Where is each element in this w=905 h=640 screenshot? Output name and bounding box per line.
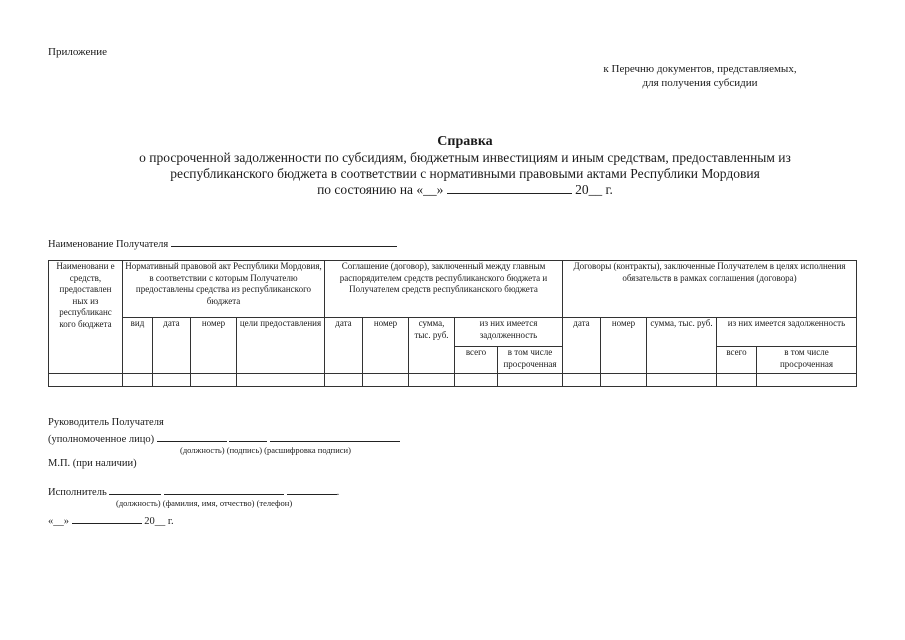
header-agreement-debt-total: всего bbox=[455, 347, 498, 374]
table-cell[interactable] bbox=[409, 374, 455, 387]
executor-label: Исполнитель bbox=[48, 487, 107, 498]
header-npa-type: вид bbox=[123, 318, 153, 374]
table-cell[interactable] bbox=[647, 374, 717, 387]
as-of-prefix: по состоянию на «__» bbox=[317, 182, 447, 197]
header-agreement-debt-overdue: в том числе просроченная bbox=[498, 347, 563, 374]
table-row bbox=[49, 374, 857, 387]
header-npa-purpose: цели предоставления bbox=[237, 318, 325, 374]
header-agreement-debt: из них имеется задолженность bbox=[455, 318, 563, 347]
table-cell[interactable] bbox=[191, 374, 237, 387]
head-label-line-2 bbox=[48, 431, 400, 445]
table-cell[interactable] bbox=[153, 374, 191, 387]
reference-line-2: для получения субсидии bbox=[642, 77, 758, 89]
as-of-date-blank[interactable] bbox=[447, 183, 572, 194]
header-npa-date: дата bbox=[153, 318, 191, 374]
document-title bbox=[40, 134, 890, 198]
table-cell[interactable] bbox=[601, 374, 647, 387]
table-cell[interactable] bbox=[455, 374, 498, 387]
header-agreement-sum: сумма, тыс. руб. bbox=[409, 318, 455, 374]
header-contracts-date: дата bbox=[563, 318, 601, 374]
header-contracts-debt-overdue: в том числе просроченная bbox=[757, 347, 857, 374]
table-cell[interactable] bbox=[757, 374, 857, 387]
sign-date-row bbox=[48, 513, 174, 527]
table-cell[interactable] bbox=[363, 374, 409, 387]
executor-phone-blank[interactable] bbox=[287, 484, 337, 495]
table-cell[interactable] bbox=[717, 374, 757, 387]
reference-note bbox=[560, 62, 840, 90]
head-caption: (должность) (подпись) (расшифровка подписи) bbox=[180, 445, 351, 455]
header-contracts-sum: сумма, тыс. руб. bbox=[647, 318, 717, 374]
sign-date-prefix: «__» bbox=[48, 516, 72, 527]
table-cell[interactable] bbox=[237, 374, 325, 387]
header-agreement-number: номер bbox=[363, 318, 409, 374]
header-npa-number: номер bbox=[191, 318, 237, 374]
header-contracts-debt-total: всего bbox=[717, 347, 757, 374]
header-contracts-group: Договоры (контракты), заключенные Получателем в целях исполнения обязательств в рамках соглашения (договора) bbox=[563, 261, 857, 318]
title-line-1: о просроченной задолженности по субсидиям, бюджетным инвестициям и иным средствам, предоставленным из bbox=[139, 150, 791, 165]
header-npa-group: Нормативный правовой акт Республики Мордовия, в соответствии с которым Получателю предоставлены средства из республиканского бюджета bbox=[123, 261, 325, 318]
title-line-2: республиканского бюджета в соответствии с нормативными правовыми актами Республики Мордовия bbox=[170, 166, 760, 181]
sign-date-suffix: 20__ г. bbox=[141, 516, 174, 527]
appendix-label: Приложение bbox=[48, 46, 108, 58]
table-cell[interactable] bbox=[498, 374, 563, 387]
head-name-blank[interactable] bbox=[270, 431, 400, 442]
table-cell[interactable] bbox=[49, 374, 123, 387]
reference-line-1: к Перечню документов, представляемых, bbox=[603, 63, 797, 75]
recipient-name-blank[interactable] bbox=[171, 236, 397, 247]
recipient-row bbox=[48, 236, 397, 250]
executor-caption: (должность) (фамилия, имя, отчество) (телефон) bbox=[116, 498, 293, 508]
title-heading: Справка bbox=[437, 134, 493, 149]
table-cell[interactable] bbox=[563, 374, 601, 387]
sign-date-blank[interactable] bbox=[72, 513, 142, 524]
header-contracts-number: номер bbox=[601, 318, 647, 374]
executor-position-blank[interactable] bbox=[109, 484, 161, 495]
title-line-3 bbox=[40, 182, 890, 198]
executor-row: Исполнитель . bbox=[48, 484, 339, 498]
as-of-year: 20__ г. bbox=[571, 182, 613, 197]
header-funds-name: Наименовани е средств, предоставлен ных из республиканс кого бюджета bbox=[49, 261, 123, 374]
table-cell[interactable] bbox=[123, 374, 153, 387]
seal-label: М.П. (при наличии) bbox=[48, 458, 137, 469]
table-cell[interactable] bbox=[325, 374, 363, 387]
executor-name-blank[interactable] bbox=[164, 484, 284, 495]
header-agreement-date: дата bbox=[325, 318, 363, 374]
header-contracts-debt: из них имеется задолженность bbox=[717, 318, 857, 347]
recipient-label: Наименование Получателя bbox=[48, 239, 169, 250]
debt-table bbox=[48, 260, 857, 387]
head-label-line-1: Руководитель Получателя bbox=[48, 417, 164, 428]
head-authorized-label: (уполномоченное лицо) bbox=[48, 434, 155, 445]
head-position-blank[interactable] bbox=[157, 431, 227, 442]
header-agreement-group: Соглашение (договор), заключенный между главным распорядителем средств республиканского бюджета и Получателем средств республиканского бюджета bbox=[325, 261, 563, 318]
head-signature-blank[interactable] bbox=[229, 431, 267, 442]
